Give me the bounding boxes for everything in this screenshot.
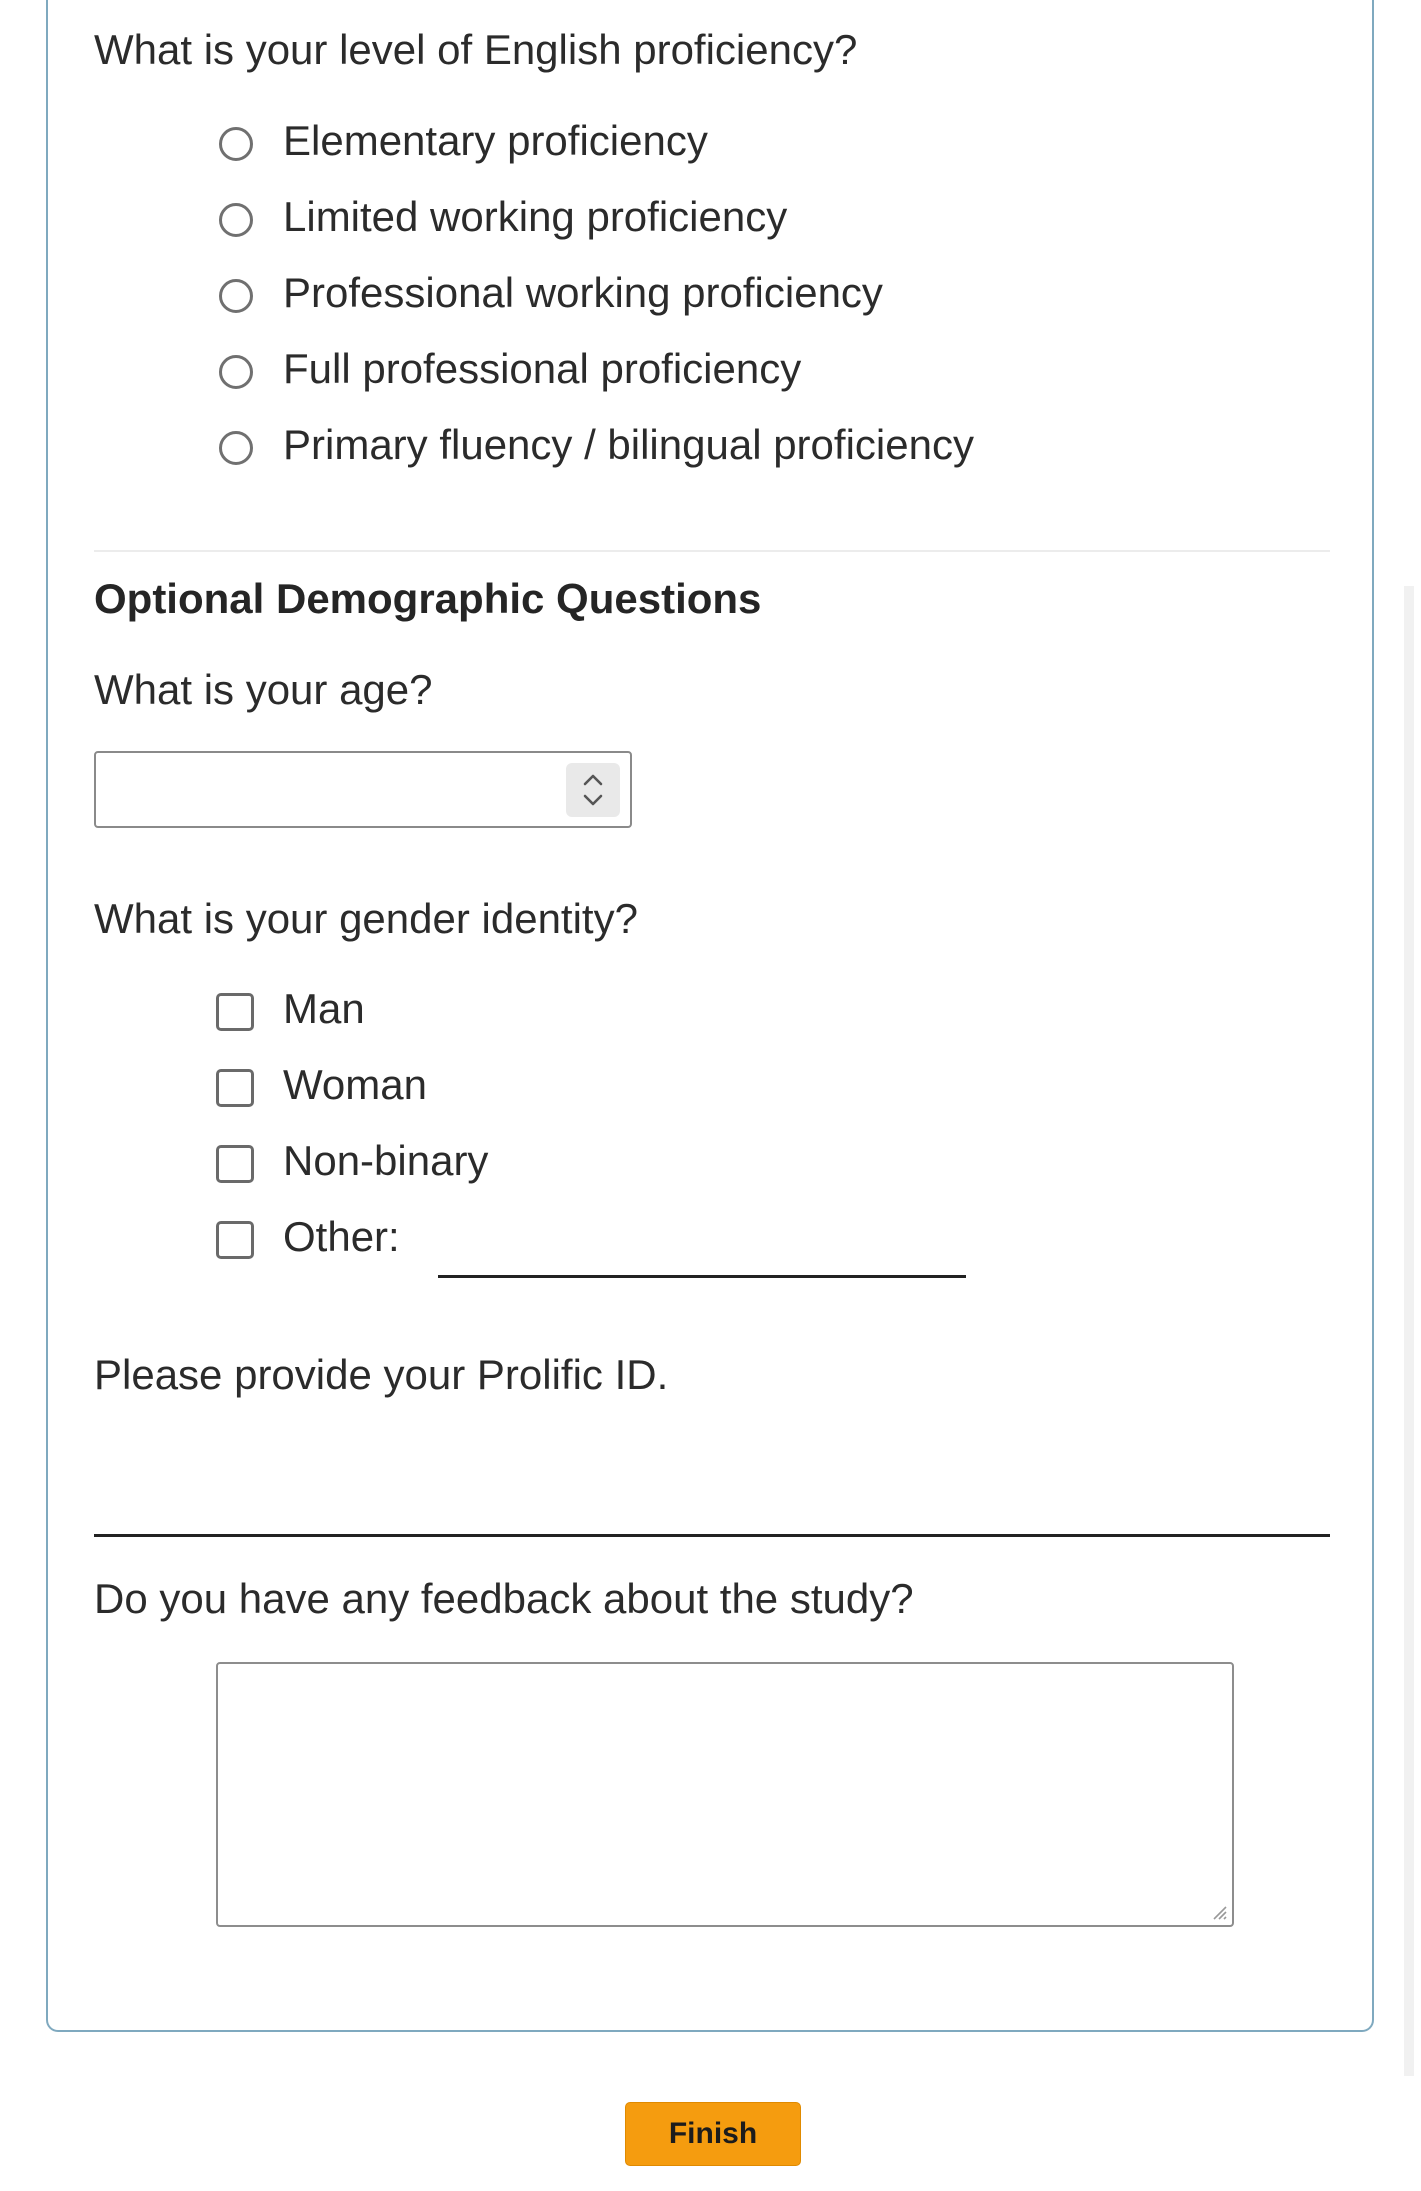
prolific-question: Please provide your Prolific ID. [94, 1351, 669, 1398]
radio-elementary[interactable] [219, 127, 253, 161]
checkbox-woman[interactable] [216, 1069, 254, 1107]
gender-label-man: Man [283, 985, 365, 1032]
radio-limited-working[interactable] [219, 203, 253, 237]
radio-full-professional[interactable] [219, 355, 253, 389]
gender-question: What is your gender identity? [94, 895, 638, 942]
radio-professional-working[interactable] [219, 279, 253, 313]
gender-label-other: Other: [283, 1213, 400, 1260]
resize-grip-icon[interactable] [1210, 1903, 1228, 1921]
feedback-textarea[interactable] [216, 1662, 1234, 1927]
chevron-up-icon[interactable] [582, 773, 604, 787]
chevron-down-icon[interactable] [582, 793, 604, 807]
option-label-full-professional: Full professional proficiency [283, 345, 802, 392]
checkbox-non-binary[interactable] [216, 1145, 254, 1183]
checkbox-other[interactable] [216, 1221, 254, 1259]
checkbox-man[interactable] [216, 993, 254, 1031]
gender-label-woman: Woman [283, 1061, 427, 1108]
other-gender-text-input[interactable] [438, 1275, 966, 1278]
section-title: Optional Demographic Questions [94, 575, 762, 622]
prolific-id-input[interactable] [94, 1534, 1330, 1537]
gender-label-non-binary: Non-binary [283, 1137, 489, 1184]
radio-primary-fluency[interactable] [219, 431, 253, 465]
option-label-elementary: Elementary proficiency [283, 117, 708, 164]
english-question: What is your level of English proficiency? [94, 26, 858, 73]
option-label-primary-fluency: Primary fluency / bilingual proficiency [283, 421, 974, 468]
age-question: What is your age? [94, 666, 433, 713]
scrollbar-track[interactable] [1404, 586, 1414, 2076]
section-divider [94, 550, 1330, 552]
option-label-limited-working: Limited working proficiency [283, 193, 788, 240]
number-spinner[interactable] [566, 763, 620, 817]
option-label-professional-working: Professional working proficiency [283, 269, 883, 316]
feedback-question: Do you have any feedback about the study? [94, 1575, 914, 1622]
age-number-input[interactable] [94, 751, 632, 828]
finish-button[interactable]: Finish [625, 2102, 801, 2166]
